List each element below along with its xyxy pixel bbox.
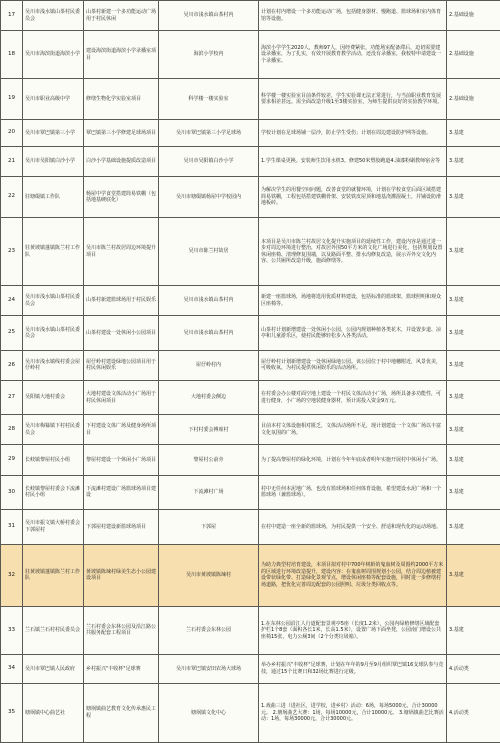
table-row bbox=[1, 475, 500, 510]
project-content-cell: 为解决学生的用餐空间问题，改善食堂的就餐环境，计划在学校食堂后面区域搭建简易铁棚，工程包括搭建铁棚骨架、安装铁皮屋顶和地基浇灌混凝土，并铺设防滑地板砖。 bbox=[259, 177, 447, 218]
project-location-cell: 吴川市吴阳镇白沙小学 bbox=[159, 146, 259, 176]
project-name-cell: 乡村振兴"丰收杯"足球赛 bbox=[84, 654, 159, 683]
row-number-cell: 17 bbox=[1, 1, 23, 31]
applicant-unit-cell: 长岐镇黎屋村委会下流滩村民小组 bbox=[23, 475, 84, 510]
applicant-unit-cell: 吴川市梅簶镇下村村民委员会 bbox=[23, 415, 84, 445]
table-row bbox=[1, 218, 500, 286]
project-category-cell: 3.基建 bbox=[447, 544, 500, 606]
row-number-cell: 24 bbox=[1, 286, 23, 316]
applicant-unit-cell: 吴川市浅水镇山茶村民委员会 bbox=[23, 1, 84, 31]
project-name-cell: 修缮生物化学实验室项目 bbox=[84, 78, 159, 119]
row-number-cell: 20 bbox=[1, 120, 23, 147]
project-category-cell: 3.基建 bbox=[447, 177, 500, 218]
project-location-cell: 吴川市覃巴镇第三小学足球场 bbox=[159, 120, 259, 147]
project-content-cell: 海滨小学学生2020人，教师97人，因经费紧张，功能场室配备滞后，迫切需要建设录播室，为了扎实，有效开展教育教学活动，还没有录播室，我校特申请建设一个录播室。 bbox=[259, 31, 447, 79]
project-name-cell: 黎屋村建设一个休闲小广场项目 bbox=[84, 445, 159, 475]
project-category-cell: 2.基础设施 bbox=[447, 78, 500, 119]
row-number-cell: 22 bbox=[1, 177, 23, 218]
project-name-cell: 吴川市陈兰村故居周边环境提升项目 bbox=[84, 218, 159, 286]
project-location-cell: 吴川市塘缀镇杨屋中学校园内 bbox=[159, 177, 259, 218]
applicant-unit-cell: 兰石镇兰石村村民委员会 bbox=[23, 607, 84, 655]
project-location-cell: 兰石村委会东林公园 bbox=[159, 607, 259, 655]
row-number-cell: 31 bbox=[1, 510, 23, 545]
table-row bbox=[1, 683, 500, 742]
table-row bbox=[1, 415, 500, 445]
project-content-cell: 本项目是吴川市陈兰村故居文化提升实施项目的延续性工作，建设内容是通过进一步对周边环境进行整治，对故居外围50平方米的文化广场进行美化，包括规划设置休闲座椅、清理修复围墙，以及路面平整、排水沟修复改造，展示弄外交文化内容、公共厕所改造升级，施面修缮等。 bbox=[259, 218, 447, 286]
row-number-cell: 27 bbox=[1, 380, 23, 415]
project-name-cell: 建设海滨街道海滨小学录播室项目 bbox=[84, 31, 159, 79]
table-row bbox=[1, 1, 500, 31]
applicant-unit-cell: 吴川市职业高级中学 bbox=[23, 78, 84, 119]
project-name-cell: 山茶村新建一个多功能运动广场用于村民休闲 bbox=[84, 1, 159, 31]
table-row bbox=[1, 120, 500, 147]
project-content-cell: 屋仔岭村计划新增建设一处休闲绿地公园。该公园位于村中地穗附近，风景优美，可吸收氧、为村民提供休闲娱乐的活动场所。 bbox=[259, 350, 447, 380]
project-location-cell: 下村村委会搏席村 bbox=[159, 415, 259, 445]
row-number-cell: 19 bbox=[1, 78, 23, 119]
project-content-cell: 举办乡村振兴"丰收杯"足球赛，计划在年年的9月至9月组织覃巴镇16支球队参与竞技，通过15个比赛日和32场比赛进行定级。 bbox=[259, 654, 447, 683]
row-number-cell: 34 bbox=[1, 654, 23, 683]
project-category-cell: 3.基建 bbox=[447, 380, 500, 415]
project-category-cell: 3.基建 bbox=[447, 120, 500, 147]
row-number-cell: 18 bbox=[1, 31, 23, 79]
row-number-cell: 23 bbox=[1, 218, 23, 286]
row-number-cell: 35 bbox=[1, 683, 23, 742]
project-category-cell: 3.基建 bbox=[447, 475, 500, 510]
project-name-cell: 白沙小学基础设施提质改造项目 bbox=[84, 146, 159, 176]
project-location-cell: 科学楼一楼实验室 bbox=[159, 78, 259, 119]
applicant-unit-cell: 吴川市吴阳镇白沙小学 bbox=[23, 146, 84, 176]
project-content-cell: 1.在东林公园沿江人行道配套景观亭5座（长度1.2米），公园内绿植修缮区域配套护栏1个8套（面积各长1米，长高1.5米），设置广场下面坐凳，公园南门增设公共座椅15张，电力公厕3间（2个分类垃圾箱）。 bbox=[259, 607, 447, 655]
project-location-cell: 吴川市浅水镇山茶村内 bbox=[159, 316, 259, 351]
table-row bbox=[1, 350, 500, 380]
table-row bbox=[1, 31, 500, 79]
project-content-cell: 为助力典型村培育建设，本项目拟对村中700年树龄的鬼血树及周围约2000平方米的区域进行环境改造提升，建设内容：在鬼血树周围规划小公园，结合周边植被建设带状绿化带、打造绿化景观节点，增设休闲座椅等配套设施，同时进一步修缮村场道路，把优化完善周边配套的公园照明、垃圾分类回收点等。 bbox=[259, 544, 447, 606]
project-name-cell: 塘埚镇曲艺教育文化传承惠民工程 bbox=[84, 683, 159, 742]
project-content-cell: 1.戏曲三进（进社区，进学校，进乡村）活动：6场，每场5000元，合计30000元。 2.塘埚曲艺大赛：1场，每场10000元，合计10000元。 3.塘埚镇曲艺比赛活动：1场，每场30000元，合计30000元。 bbox=[259, 683, 447, 742]
row-number-cell: 30 bbox=[1, 475, 23, 510]
project-name-cell: 屋仔岭村建设绿地公园项目用于村民休闲娱乐 bbox=[84, 350, 159, 380]
project-location-cell: 吴川市浅水镇山茶村内 bbox=[159, 1, 259, 31]
table-row bbox=[1, 510, 500, 545]
row-number-cell: 26 bbox=[1, 350, 23, 380]
table-row bbox=[1, 316, 500, 351]
applicant-unit-cell: 驻黄坡镇蓬镇陈兰村工作队 bbox=[23, 218, 84, 286]
applicant-unit-cell: 吴阳镇大地村委会 bbox=[23, 380, 84, 415]
project-location-cell: 大地村委会侧边 bbox=[159, 380, 259, 415]
project-category-cell: 3.基建 bbox=[447, 218, 500, 286]
applicant-unit-cell: 吴川市浅水镇山茶村民委员会 bbox=[23, 316, 84, 351]
project-name-cell: 下郭屋村建设新篮球场项目 bbox=[84, 510, 159, 545]
project-category-cell: 3.基建 bbox=[447, 350, 500, 380]
applicant-unit-cell: 吴川市海滨街道海滨小学 bbox=[23, 31, 84, 79]
project-category-cell: 3.基建 bbox=[447, 415, 500, 445]
project-location-cell: 下郭屋 bbox=[159, 510, 259, 545]
table-row bbox=[1, 177, 500, 218]
project-location-cell: 塘埚镇文化中心 bbox=[159, 683, 259, 742]
row-number-cell: 25 bbox=[1, 316, 23, 351]
project-category-cell: 3.基建 bbox=[447, 607, 500, 655]
project-content-cell: 村中无任何本泥地广场，也没有篮球场和任何体育设施，希望建设水泥广场和一个篮球场（兼篮球场）。 bbox=[259, 475, 447, 510]
project-category-cell: 3.基建 bbox=[447, 146, 500, 176]
project-location-cell: 吴川市黄坡镇陈竦村 bbox=[159, 544, 259, 606]
row-number-cell: 33 bbox=[1, 607, 23, 655]
project-name-cell: 下村建设文体广场及健身场所项目 bbox=[84, 415, 159, 445]
project-category-cell: 2.基础设施 bbox=[447, 1, 500, 31]
row-number-cell: 29 bbox=[1, 445, 23, 475]
project-category-cell: 4.活动类 bbox=[447, 683, 500, 742]
project-category-cell: 3.基建 bbox=[447, 316, 500, 351]
project-table-body bbox=[1, 1, 500, 743]
project-name-cell: 覃巴镇第三小学修建足球场项目 bbox=[84, 120, 159, 147]
project-name-cell: 山茶村新建篮球场用于村民娱乐 bbox=[84, 286, 159, 316]
applicant-unit-cell: 吴川市覃巴镇人民政府 bbox=[23, 654, 84, 683]
applicant-unit-cell: 塘埚镇中心曲艺社 bbox=[23, 683, 84, 742]
project-content-cell: 科学楼一楼实验室目前条件较差，学生实验课无法正常进行，与当前职业教育发展要求相差甚远。需全面改造升级1至3楼实验室，为师生提供良好的实验教学环境。 bbox=[259, 78, 447, 119]
project-location-cell: 吴川市浅水镇山茶村内 bbox=[159, 286, 259, 316]
project-content-cell: 在村委会办公楼对面空地上建设一个村民文体活动小广场，场所具备多功能性，可进行健身，小广场的空地装健身器材，预计需投入资金9万元。 bbox=[259, 380, 447, 415]
table-row bbox=[1, 654, 500, 683]
applicant-unit-cell: 吴川市覃巴镇第三小学 bbox=[23, 120, 84, 147]
project-content-cell: 山茶村计划新增建设一处休闲小公园，公园内规划种植各类花木，并设置步道、凉亭和儿童游乐区，使村民能够轻松步入各类活动。 bbox=[259, 316, 447, 351]
project-category-cell: 3.基建 bbox=[447, 286, 500, 316]
project-content-cell: 计划在村内增设一个多功能运动广场，包括健身器材、慢跑道、篮球场和室内体育馆等设施。 bbox=[259, 1, 447, 31]
table-row bbox=[1, 607, 500, 655]
project-location-cell: 屋仔岭村内 bbox=[159, 350, 259, 380]
row-number-cell: 28 bbox=[1, 415, 23, 445]
applicant-unit-cell: 吴川市振文镇大桥村委会下郭屋村 bbox=[23, 510, 84, 545]
project-content-cell: 学校计划在足球场铺一层沙，防止学生受伤；计划在周边建设防护网等设施。 bbox=[259, 120, 447, 147]
table-row bbox=[1, 544, 500, 606]
project-content-cell: 新建一座篮球场，场地将选用优质材料建设，包括标准的篮球架、篮球照明和观众区座椅等。 bbox=[259, 286, 447, 316]
project-category-cell: 4.活动类 bbox=[447, 654, 500, 683]
table-row bbox=[1, 286, 500, 316]
row-number-cell: 21 bbox=[1, 146, 23, 176]
project-location-cell: 下流滩村广场 bbox=[159, 475, 259, 510]
project-content-cell: 目前本村文体设施相对匮乏，文体活动场所不足，现计划建设一个文体广场以丰富文化氛围的广场。 bbox=[259, 415, 447, 445]
row-number-cell: 32 bbox=[1, 544, 23, 606]
project-name-cell: 黄坡镇陈竦村绿美生态小公园建设项目 bbox=[84, 544, 159, 606]
table-row bbox=[1, 445, 500, 475]
project-name-cell: 兰石村委会东林公园及沿江路公共服务配套工程项目 bbox=[84, 607, 159, 655]
applicant-unit-cell: 吴川市浅水镇线村委会屋仔岭村 bbox=[23, 350, 84, 380]
applicant-unit-cell: 驻塘缀镇工作队 bbox=[23, 177, 84, 218]
project-location-cell: 海滨小学校内 bbox=[159, 31, 259, 79]
project-name-cell: 山茶村建设一处休闲小公园项目 bbox=[84, 316, 159, 351]
project-category-cell: 2.基础设施 bbox=[447, 31, 500, 79]
project-category-cell: 3.基建 bbox=[447, 445, 500, 475]
project-name-cell: 大地村建设文体活动小广场用于村民休闲项目 bbox=[84, 380, 159, 415]
project-name-cell: 杨屋中学食堂搭建简易铁棚（包括地基硬底化） bbox=[84, 177, 159, 218]
project-name-cell: 下流滩村建设广场篮球场项目建设 bbox=[84, 475, 159, 510]
project-location-cell: 吴川市覃巴镇安田农场大球场 bbox=[159, 654, 259, 683]
applicant-unit-cell: 驻黄坡镇蓬镇陈兰村工作队 bbox=[23, 544, 84, 606]
applicant-unit-cell: 长岐镇黎屋村民小组 bbox=[23, 445, 84, 475]
project-content-cell: 为了提高黎屋村的绿化环境，计划在今年年底或者明年实施开展村中休闲小广场。 bbox=[259, 445, 447, 475]
project-content-cell: 1.学生课桌更换。安装师生饮用水机3。修建50米塑胶跑道4.油漆粉刷教师宿舍等 bbox=[259, 146, 447, 176]
table-row bbox=[1, 380, 500, 415]
project-location-cell: 吴川市陈兰村故居 bbox=[159, 218, 259, 286]
applicant-unit-cell: 吴川市浅水镇山茶村民委员会 bbox=[23, 286, 84, 316]
project-content-cell: 在村中建造一座全新的篮球场，为村民提供一个安全、舒适和现代化的运动场地。 bbox=[259, 510, 447, 545]
project-category-cell: 3.基建 bbox=[447, 510, 500, 545]
project-location-cell: 黎屋村公前旁 bbox=[159, 445, 259, 475]
table-row bbox=[1, 146, 500, 176]
table-row bbox=[1, 78, 500, 119]
